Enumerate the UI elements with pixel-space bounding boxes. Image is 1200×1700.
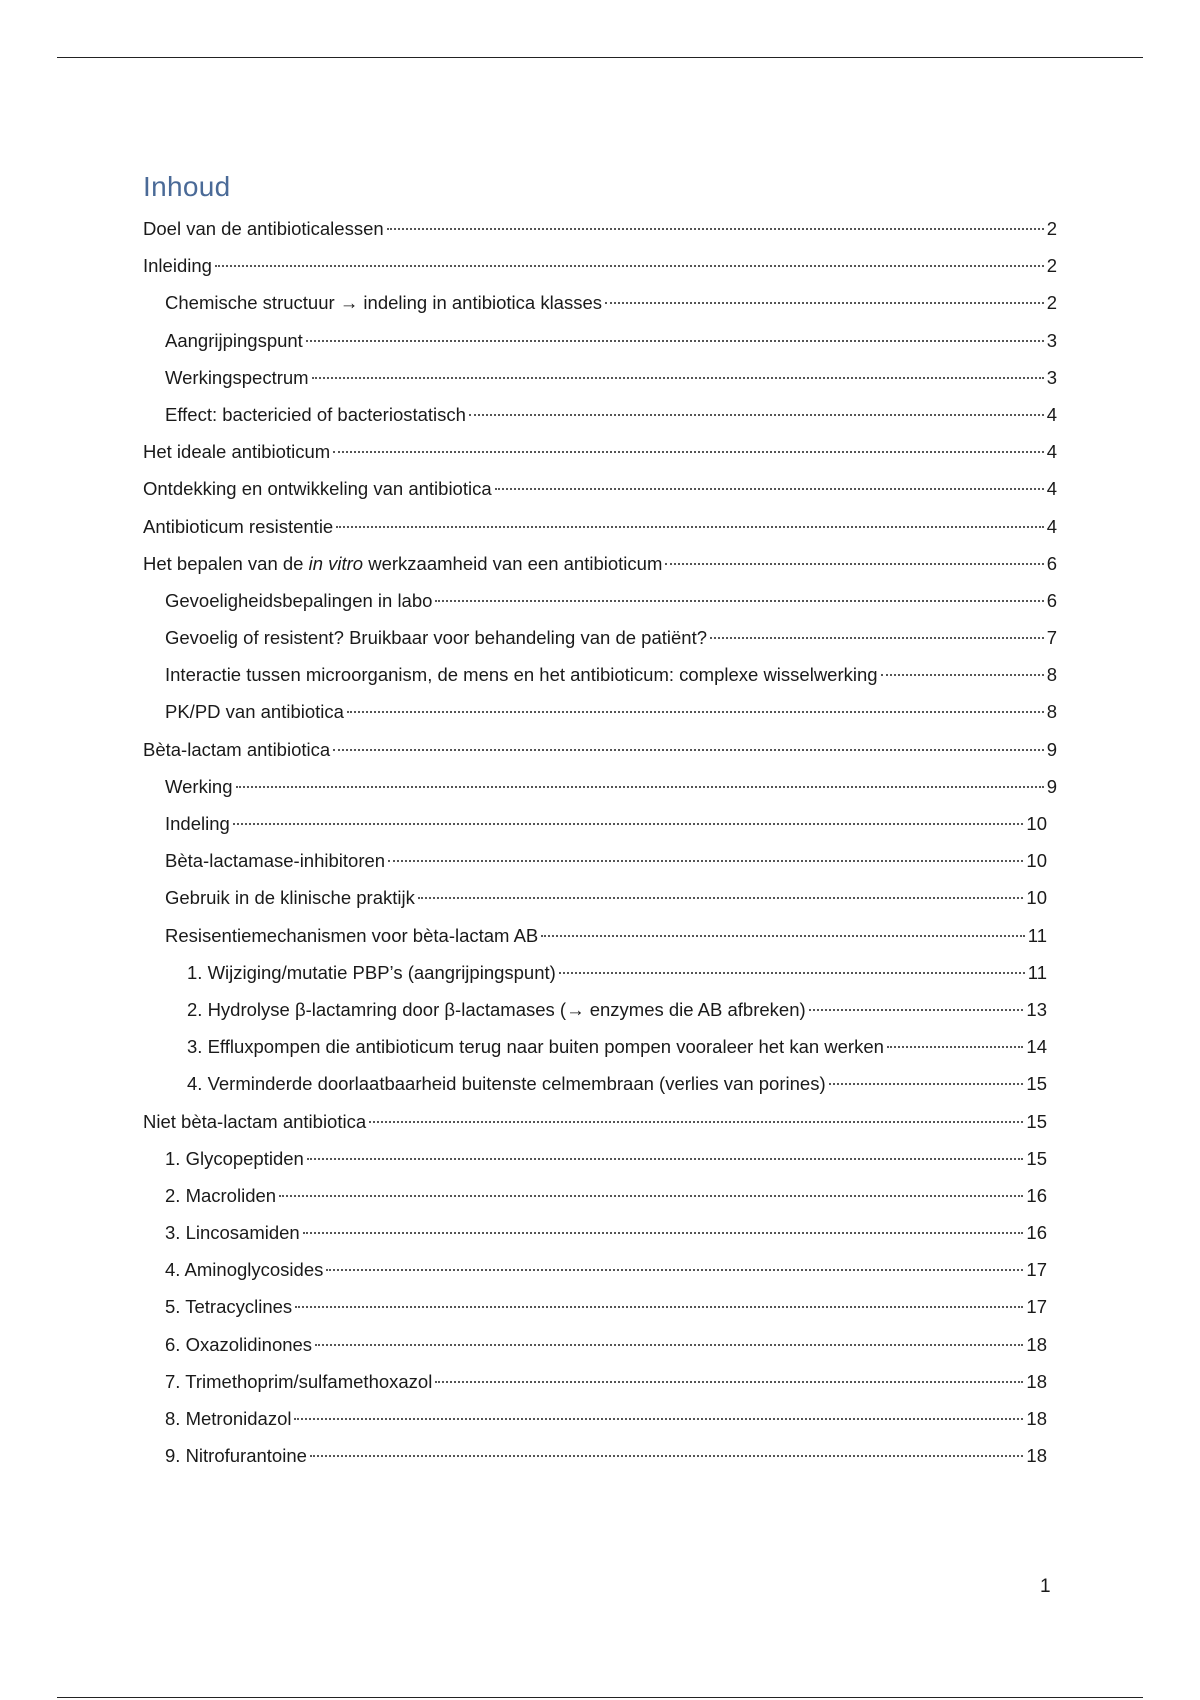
toc-entry-page: 17	[1026, 1259, 1047, 1281]
toc-entry[interactable]	[143, 693, 1057, 730]
toc-entry-title: Gevoeligheidsbepalingen in labo	[165, 589, 433, 611]
toc-entry-page: 16	[1026, 1222, 1047, 1244]
toc-entry-page: 8	[1046, 701, 1057, 723]
dot-leader	[710, 637, 1044, 639]
toc-entry-title: 2. Hydrolyse β-lactamring door β-lactamases (→ enzymes die AB afbreken)	[187, 998, 806, 1020]
toc-entry-page: 18	[1026, 1408, 1047, 1429]
dot-leader	[315, 1344, 1023, 1346]
toc-entry-title: Inleiding	[143, 255, 212, 277]
dot-leader	[559, 972, 1025, 974]
dot-leader	[307, 1158, 1024, 1160]
dot-leader	[294, 1418, 1023, 1420]
toc-entry-title: 9. Nitrofurantoine	[165, 1445, 307, 1467]
toc-entry-title: Doel van de antibioticalessen	[143, 218, 384, 239]
toc-entry[interactable]	[143, 210, 1057, 247]
toc-entry-title: Resisentiemechanismen voor bèta-lactam AB	[165, 924, 539, 946]
toc-entry-page: 14	[1026, 1036, 1047, 1058]
toc-entry[interactable]	[143, 1437, 1057, 1474]
toc-entry-title: Ontdekking en ontwikkeling van antibiotica	[143, 478, 492, 500]
toc-entry-page: 2	[1046, 292, 1057, 314]
dot-leader	[347, 711, 1044, 713]
toc-entry-title: Aangrijpingspunt	[165, 329, 303, 351]
toc-entry-title: Effect: bactericied of bacteriostatisch	[165, 403, 466, 425]
toc-entry-page: 2	[1046, 255, 1057, 277]
toc-entry-page: 6	[1046, 589, 1057, 611]
dot-leader	[326, 1269, 1023, 1271]
toc-entry[interactable]	[143, 1177, 1057, 1214]
toc-entry[interactable]	[143, 991, 1057, 1028]
toc-entry[interactable]	[143, 1363, 1057, 1400]
toc-entry[interactable]	[143, 322, 1057, 359]
toc-entry[interactable]	[143, 1028, 1057, 1065]
toc-title: Inhoud	[143, 171, 231, 202]
toc-entry-title: PK/PD van antibiotica	[165, 701, 344, 723]
dot-leader	[388, 860, 1023, 862]
toc-entry-title: 1. Glycopeptiden	[165, 1147, 304, 1169]
toc-entry-page: 4	[1046, 478, 1057, 500]
toc-entry-page: 4	[1046, 403, 1057, 425]
toc-entry-page: 17	[1026, 1296, 1047, 1318]
toc-entry-page: 3	[1046, 366, 1057, 388]
toc-entry-title: Antibioticum resistentie	[143, 515, 334, 537]
toc-entry-text: werkzaamheid van een antibioticum	[363, 552, 663, 574]
toc-entry-title: 8. Metronidazol	[165, 1408, 292, 1429]
dot-leader	[306, 340, 1044, 342]
toc-entry-page: 11	[1027, 924, 1047, 946]
toc-entry-title	[143, 545, 662, 582]
toc-entry-title: 7. Trimethoprim/sulfamethoxazol	[165, 1370, 433, 1392]
toc-entry[interactable]	[143, 731, 1057, 768]
toc-entry[interactable]	[143, 1326, 1057, 1363]
toc-entry-page: 10	[1026, 887, 1047, 909]
dot-leader	[495, 488, 1044, 490]
dot-leader	[336, 526, 1043, 528]
toc-entry[interactable]	[143, 396, 1057, 433]
toc-entry-title: Bèta-lactamase-inhibitoren	[165, 850, 386, 872]
dot-leader	[310, 1455, 1024, 1457]
toc-entry-title: Interactie tussen microorganism, de mens en het antibioticum: complexe wisselwerking	[165, 664, 878, 686]
toc-entry[interactable]	[143, 619, 1057, 656]
toc-entry[interactable]	[143, 1251, 1057, 1288]
toc-entry-page: 13	[1026, 998, 1047, 1020]
toc-entry[interactable]	[143, 545, 1057, 582]
dot-leader	[435, 1381, 1023, 1383]
toc-entry-title: Niet bèta-lactam antibiotica	[143, 1110, 367, 1132]
toc-entry-page: 18	[1026, 1445, 1047, 1467]
toc-entry-title: Werking	[165, 775, 233, 797]
toc-entry-title: Chemische structuur → indeling in antibiotica klasses	[165, 292, 603, 314]
toc-entry-title: Het ideale antibioticum	[143, 441, 331, 463]
toc-entry-page: 4	[1046, 441, 1057, 463]
toc-entry-page: 15	[1026, 1073, 1047, 1095]
toc-entry[interactable]	[143, 1065, 1057, 1102]
toc-entry[interactable]	[143, 582, 1057, 619]
dot-leader	[665, 563, 1043, 565]
toc-entry[interactable]	[143, 1400, 1057, 1437]
toc-entry[interactable]	[143, 1288, 1057, 1325]
toc-entry-page: 8	[1046, 664, 1057, 686]
toc-entry[interactable]	[143, 954, 1057, 991]
toc-entry[interactable]	[143, 879, 1057, 916]
toc-entry-page: 16	[1026, 1184, 1047, 1206]
toc-entry-page: 15	[1026, 1147, 1047, 1169]
dot-leader	[215, 265, 1044, 267]
dot-leader	[333, 749, 1044, 751]
toc-entry-page: 15	[1026, 1110, 1047, 1132]
dot-leader	[303, 1232, 1024, 1234]
dot-leader	[541, 935, 1025, 937]
dot-leader	[435, 600, 1043, 602]
toc-entry-title: 3. Lincosamiden	[165, 1222, 300, 1244]
toc-entry[interactable]	[143, 842, 1057, 879]
toc-list	[143, 210, 1057, 1474]
dot-leader	[279, 1195, 1023, 1197]
dot-leader	[809, 1009, 1024, 1011]
toc-entry-page: 4	[1046, 515, 1057, 537]
table-of-contents	[143, 168, 1057, 1474]
toc-entry-page: 6	[1046, 552, 1057, 574]
toc-entry-title: 1. Wijziging/mutatie PBP’s (aangrijpingspunt)	[187, 961, 556, 983]
dot-leader	[369, 1121, 1023, 1123]
page-number: 1	[1040, 1576, 1051, 1597]
toc-entry-title: 2. Macroliden	[165, 1184, 277, 1206]
dot-leader	[418, 897, 1024, 899]
toc-entry-title: 4. Aminoglycosides	[165, 1259, 324, 1281]
toc-entry-page: 10	[1026, 813, 1047, 834]
toc-entry[interactable]	[143, 359, 1057, 396]
toc-entry-page: 9	[1046, 738, 1057, 760]
toc-entry[interactable]	[143, 470, 1057, 507]
toc-entry-title: 6. Oxazolidinones	[165, 1333, 313, 1355]
toc-entry-title: 5. Tetracyclines	[165, 1296, 293, 1318]
toc-entry-title: 3. Effluxpompen die antibioticum terug naar buiten pompen vooraleer het kan werken	[187, 1036, 884, 1058]
toc-entry[interactable]	[143, 1103, 1057, 1140]
toc-entry-title: Gebruik in de klinische praktijk	[165, 887, 415, 909]
toc-entry[interactable]	[143, 805, 1057, 842]
toc-entry-italic-text: in vitro	[308, 552, 364, 574]
toc-entry-title: Werkingspectrum	[165, 366, 309, 388]
toc-entry-title: Indeling	[165, 813, 230, 834]
toc-entry[interactable]	[143, 917, 1057, 954]
dot-leader	[887, 1046, 1024, 1048]
dot-leader	[829, 1083, 1024, 1085]
footer-rule	[57, 1697, 1143, 1698]
dot-leader	[312, 377, 1044, 379]
toc-entry-page: 18	[1026, 1370, 1047, 1392]
dot-leader	[236, 786, 1044, 788]
dot-leader	[233, 823, 1024, 825]
toc-entry-title: Gevoelig of resistent? Bruikbaar voor behandeling van de patiënt?	[165, 627, 707, 649]
toc-entry[interactable]	[143, 247, 1057, 284]
dot-leader	[469, 414, 1044, 416]
toc-entry-page: 18	[1026, 1333, 1047, 1355]
toc-entry[interactable]	[143, 433, 1057, 470]
toc-entry-page: 11	[1027, 961, 1047, 983]
toc-entry-title: Bèta-lactam antibiotica	[143, 738, 331, 760]
toc-entry[interactable]	[143, 768, 1057, 805]
toc-entry-page: 7	[1046, 627, 1057, 649]
toc-entry-page: 9	[1046, 775, 1057, 797]
dot-leader	[333, 451, 1044, 453]
dot-leader	[881, 674, 1044, 676]
header-rule	[57, 57, 1143, 58]
dot-leader	[605, 302, 1044, 304]
dot-leader	[387, 228, 1044, 230]
toc-entry-page: 10	[1026, 850, 1047, 872]
dot-leader	[295, 1306, 1023, 1308]
toc-entry[interactable]	[143, 656, 1057, 693]
toc-entry[interactable]	[143, 1140, 1057, 1177]
toc-entry-page: 2	[1046, 218, 1057, 239]
toc-entry[interactable]	[143, 508, 1057, 545]
toc-entry-page: 3	[1046, 329, 1057, 351]
toc-entry[interactable]	[143, 1214, 1057, 1251]
toc-entry-text: Het bepalen van de	[143, 552, 309, 574]
toc-entry-title: 4. Verminderde doorlaatbaarheid buitenste celmembraan (verlies van porines)	[187, 1073, 826, 1095]
toc-entry[interactable]	[143, 284, 1057, 321]
